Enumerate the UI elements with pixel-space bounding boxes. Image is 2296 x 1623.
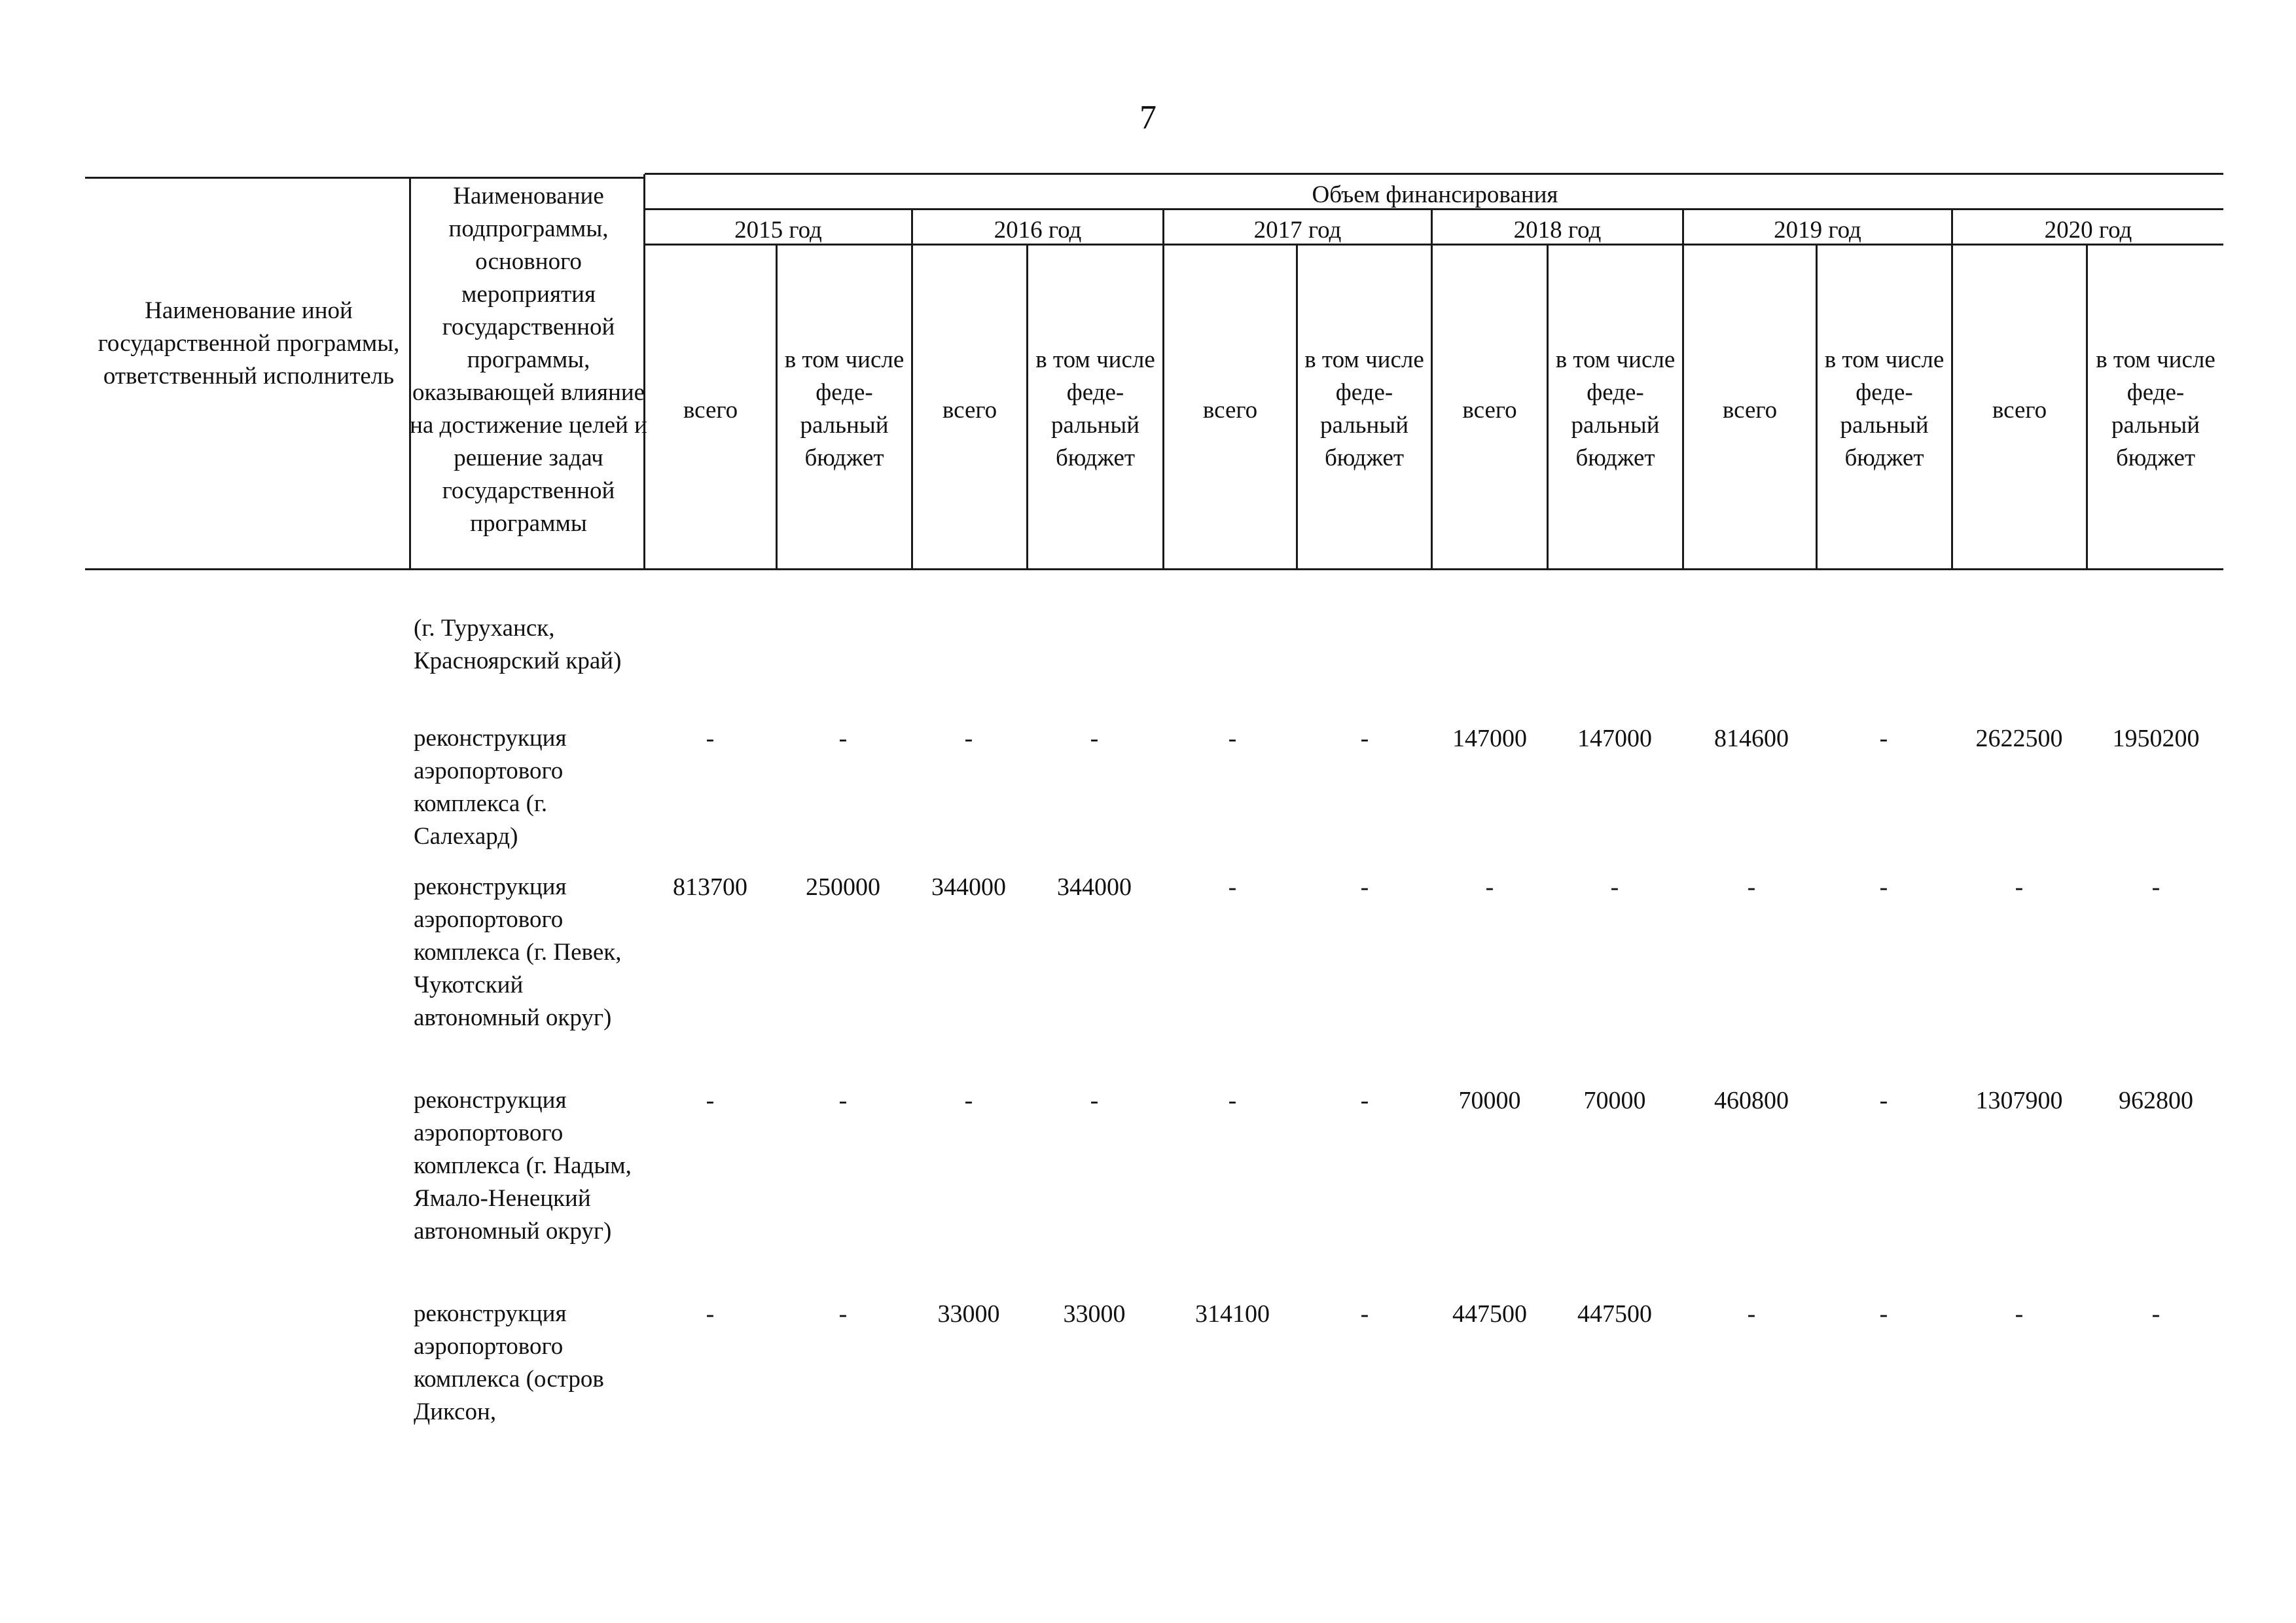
table-cell: 447500 xyxy=(1452,1300,1527,1328)
header-other-program: Наименование иной государственной программы, ответственный исполнитель xyxy=(98,297,400,390)
table-cell: - xyxy=(964,1087,973,1114)
table-cell: - xyxy=(1228,725,1237,752)
table-cell: 814600 xyxy=(1714,725,1789,752)
row-name: реконструкция аэропортового комплекса (г. Надым, Ямало-Ненецкий автономный округ) xyxy=(414,1087,632,1245)
table-cell: 33000 xyxy=(1063,1300,1126,1328)
table-cell: 344000 xyxy=(1057,873,1132,901)
table-cell: - xyxy=(2151,873,2161,901)
col-total: всего xyxy=(1992,397,2047,424)
table-cell: - xyxy=(1360,1087,1369,1114)
year-divider xyxy=(1682,208,1684,570)
table-cell: - xyxy=(2151,1300,2161,1328)
year-2016: 2016 год xyxy=(994,217,1082,244)
year-2020: 2020 год xyxy=(2044,217,2132,244)
table-cell: - xyxy=(1090,725,1099,752)
col-federal: в том числе феде-ральный бюджет xyxy=(784,346,905,471)
table-top-border-right xyxy=(645,173,2223,175)
col-total: всего xyxy=(1202,397,1258,424)
table-cell: 70000 xyxy=(1458,1087,1521,1114)
table-top-border-left xyxy=(85,177,645,179)
col-federal: в том числе феде-ральный бюджет xyxy=(1824,346,1945,471)
table-cell: 2622500 xyxy=(1975,725,2063,752)
table-cell: - xyxy=(1747,1300,1756,1328)
header-subprogram: Наименование подпрограммы, основного мероприятия государственной программы, оказывающей влияние на достижение целей и решение задач государственной программы xyxy=(410,183,647,537)
table-cell: - xyxy=(1228,873,1237,901)
col-total: всего xyxy=(942,397,997,424)
table-cell: 250000 xyxy=(806,873,880,901)
year-divider xyxy=(1431,208,1433,570)
table-cell: - xyxy=(1360,725,1369,752)
year-2018: 2018 год xyxy=(1513,217,1602,244)
table-cell: - xyxy=(706,1300,715,1328)
table-cell: - xyxy=(706,725,715,752)
year-2019: 2019 год xyxy=(1774,217,1861,244)
table-cell: - xyxy=(706,1087,715,1114)
row-name: реконструкция аэропортового комплекса (г. Певек, Чукотский автономный округ) xyxy=(414,873,622,1031)
header-bottom-border xyxy=(85,568,2223,570)
row-name: реконструкция аэропортового комплекса (г. Салехард) xyxy=(414,725,567,850)
table-cell: 147000 xyxy=(1452,725,1527,752)
header-funding-volume: Объем финансирования xyxy=(1312,181,1558,208)
table-cell: - xyxy=(964,725,973,752)
table-cell: 813700 xyxy=(673,873,747,901)
table-cell: 147000 xyxy=(1577,725,1652,752)
col-total: всего xyxy=(1462,397,1517,424)
table-cell: - xyxy=(1610,873,1619,901)
year-divider xyxy=(1951,208,1953,570)
table-cell: - xyxy=(2015,873,2024,901)
table-cell: - xyxy=(1879,1300,1888,1328)
table-cell: 447500 xyxy=(1577,1300,1652,1328)
table-cell: 33000 xyxy=(937,1300,1000,1328)
row-name: реконструкция аэропортового комплекса (остров Диксон, xyxy=(414,1300,604,1425)
col-total: всего xyxy=(683,397,738,424)
table-cell: - xyxy=(838,1087,848,1114)
year-divider xyxy=(1162,208,1164,570)
table-cell: 314100 xyxy=(1195,1300,1270,1328)
year-2015: 2015 год xyxy=(734,217,822,244)
table-cell: - xyxy=(1228,1087,1237,1114)
col-federal: в том числе феде-ральный бюджет xyxy=(2096,346,2215,471)
table-cell: 460800 xyxy=(1714,1087,1789,1114)
table-cell: - xyxy=(838,1300,848,1328)
year-2017: 2017 год xyxy=(1253,217,1342,244)
year-divider xyxy=(911,208,913,570)
table-cell: 70000 xyxy=(1583,1087,1646,1114)
table-cell: - xyxy=(2015,1300,2024,1328)
table-cell: - xyxy=(1485,873,1494,901)
col-federal: в том числе феде-ральный бюджет xyxy=(1035,346,1155,471)
table-cell: - xyxy=(1747,873,1756,901)
table-cell: - xyxy=(1090,1087,1099,1114)
col-federal: в том числе феде-ральный бюджет xyxy=(1304,346,1424,471)
table-cell: 962800 xyxy=(2119,1087,2193,1114)
table-cell: - xyxy=(1360,873,1369,901)
table-cell: - xyxy=(1879,1087,1888,1114)
table-cell: - xyxy=(1879,725,1888,752)
table-cell: 1307900 xyxy=(1975,1087,2063,1114)
table-cell: - xyxy=(1360,1300,1369,1328)
table-cell: 1950200 xyxy=(2112,725,2200,752)
col-federal: в том числе феде-ральный бюджет xyxy=(1555,346,1676,471)
table-cell: - xyxy=(838,725,848,752)
page-number: 7 xyxy=(1139,99,1157,136)
table-cell: - xyxy=(1879,873,1888,901)
table-cell: 344000 xyxy=(931,873,1006,901)
row-name: (г. Туруханск, Красноярский край) xyxy=(414,615,622,674)
col-total: всего xyxy=(1722,397,1778,424)
